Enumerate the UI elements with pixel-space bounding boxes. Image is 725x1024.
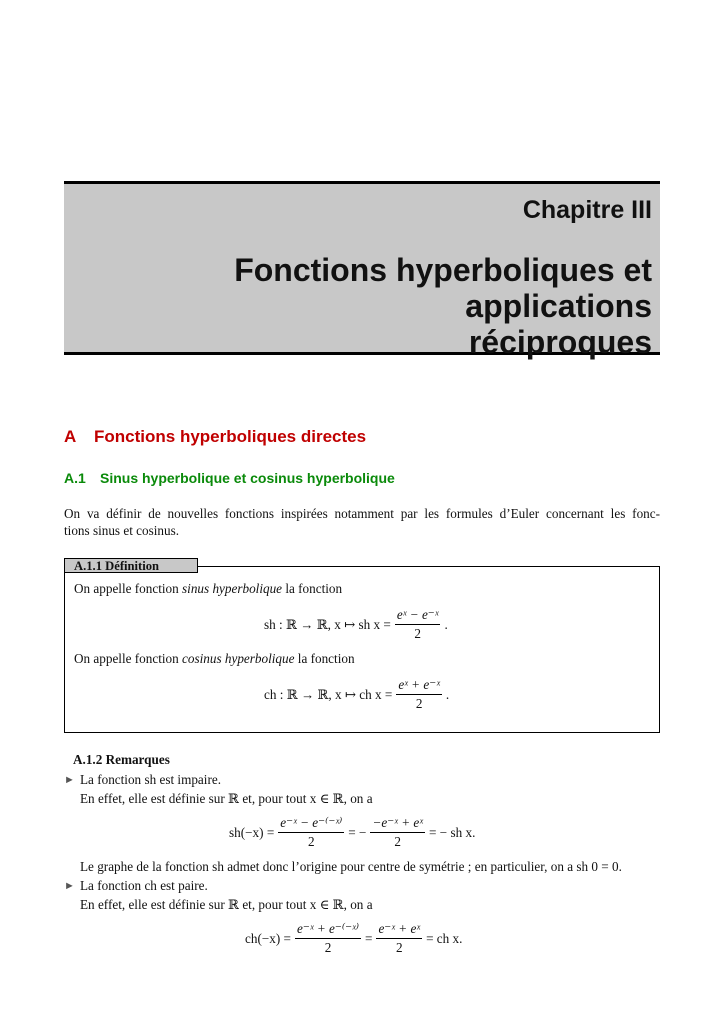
fraction-sh-odd-1-denominator: 2	[307, 834, 315, 849]
fraction-ch-even-1	[295, 921, 361, 956]
definition-ch-intro	[74, 651, 355, 667]
remark-2-title: La fonction ch est paire.	[80, 878, 208, 893]
bullet-icon: ►	[64, 774, 75, 786]
fraction-sh-odd-2-denominator: 2	[394, 834, 402, 849]
fraction-ch-even-2-numerator: e⁻ˣ + eˣ	[376, 921, 422, 939]
equation-ch-definition	[264, 677, 449, 712]
definition-sh-intro-text: On appelle fonction	[74, 581, 183, 596]
fraction-sh-denominator: 2	[414, 626, 421, 641]
equation-ch-period: .	[445, 686, 450, 702]
fraction-sh-odd-2	[370, 815, 425, 850]
equation-sh-definition	[264, 607, 448, 642]
definition-ch-intro-end: la fonction	[294, 651, 355, 666]
definition-tab: A.1.1 Définition	[64, 558, 198, 573]
subsection-number: A.1	[64, 470, 86, 486]
remark-1-conclusion: Le graphe de la fonction sh admet donc l’origine pour centre de symétrie ; en particulier, on a sh 0 = 0.	[80, 859, 622, 874]
definition-sh-intro-end: la fonction	[282, 581, 343, 596]
fraction-ch-even-1-numerator: e⁻ˣ + e⁻⁽⁻ˣ⁾	[295, 921, 361, 939]
remarks-heading: A.1.2 Remarques	[73, 752, 170, 767]
section-title: Fonctions hyperboliques directes	[94, 427, 367, 446]
fraction-sh-odd-1-numerator: e⁻ˣ − e⁻⁽⁻ˣ⁾	[278, 815, 344, 833]
bullet-icon: ►	[64, 880, 75, 892]
chapter-title	[62, 252, 652, 360]
equation-ch-even	[245, 921, 462, 956]
fraction-ch	[396, 677, 442, 712]
chapter-banner	[64, 181, 660, 360]
equation-sh-period: .	[444, 616, 448, 632]
chapter-title-line-2: réciproques	[468, 324, 652, 360]
equation-ch-even-rhs: = ch x.	[426, 930, 463, 946]
equation-sh-odd-rhs: = − sh x.	[428, 824, 476, 840]
fraction-ch-denominator: 2	[415, 696, 423, 711]
fraction-ch-numerator: eˣ + e⁻ˣ	[396, 677, 442, 695]
equation-ch-even-mid: =	[365, 930, 373, 946]
equation-sh-odd-mid: = −	[348, 824, 367, 840]
fraction-sh-numerator: eˣ − e⁻ˣ	[395, 607, 441, 625]
definition-ch-intro-text: On appelle fonction	[74, 651, 183, 666]
remark-1-line: En effet, elle est définie sur ℝ et, pour tout x ∈ ℝ, on a	[80, 791, 373, 806]
equation-sh-odd	[229, 815, 475, 850]
remark-2-line: En effet, elle est définie sur ℝ et, pour tout x ∈ ℝ, on a	[80, 897, 373, 912]
fraction-ch-even-1-denominator: 2	[324, 940, 332, 955]
fraction-ch-even-2	[376, 921, 422, 956]
definition-sh-intro	[74, 581, 342, 597]
term-cosinus-hyperbolique: cosinus hyperbolique	[182, 651, 295, 666]
remark-1-title: La fonction sh est impaire.	[80, 772, 221, 787]
section-heading	[64, 427, 366, 447]
subsection-heading	[64, 470, 395, 486]
chapter-title-line-1: Fonctions hyperboliques et applications	[234, 252, 652, 324]
section-number: A	[64, 427, 77, 446]
fraction-sh-odd-1	[278, 815, 344, 850]
equation-ch-even-lhs: ch(−x) =	[245, 930, 291, 946]
fraction-sh	[395, 607, 441, 642]
term-sinus-hyperbolique: sinus hyperbolique	[182, 581, 283, 596]
equation-sh-odd-lhs: sh(−x) =	[229, 824, 275, 840]
intro-paragraph	[64, 505, 660, 539]
chapter-label: Chapitre III	[522, 196, 652, 224]
subsection-title: Sinus hyperbolique et cosinus hyperbolique	[100, 470, 395, 486]
fraction-ch-even-2-denominator: 2	[395, 940, 403, 955]
intro-line-1: On va définir de nouvelles fonctions inspirées notamment par les formules d’Euler concernant les fonc-	[64, 506, 660, 521]
intro-line-2: tions sinus et cosinus.	[64, 523, 180, 538]
equation-sh-lhs: sh : ℝ → ℝ, x ↦ sh x =	[264, 616, 391, 632]
fraction-sh-odd-2-numerator: −e⁻ˣ + eˣ	[370, 815, 425, 833]
equation-ch-lhs: ch : ℝ → ℝ, x ↦ ch x =	[264, 686, 393, 702]
